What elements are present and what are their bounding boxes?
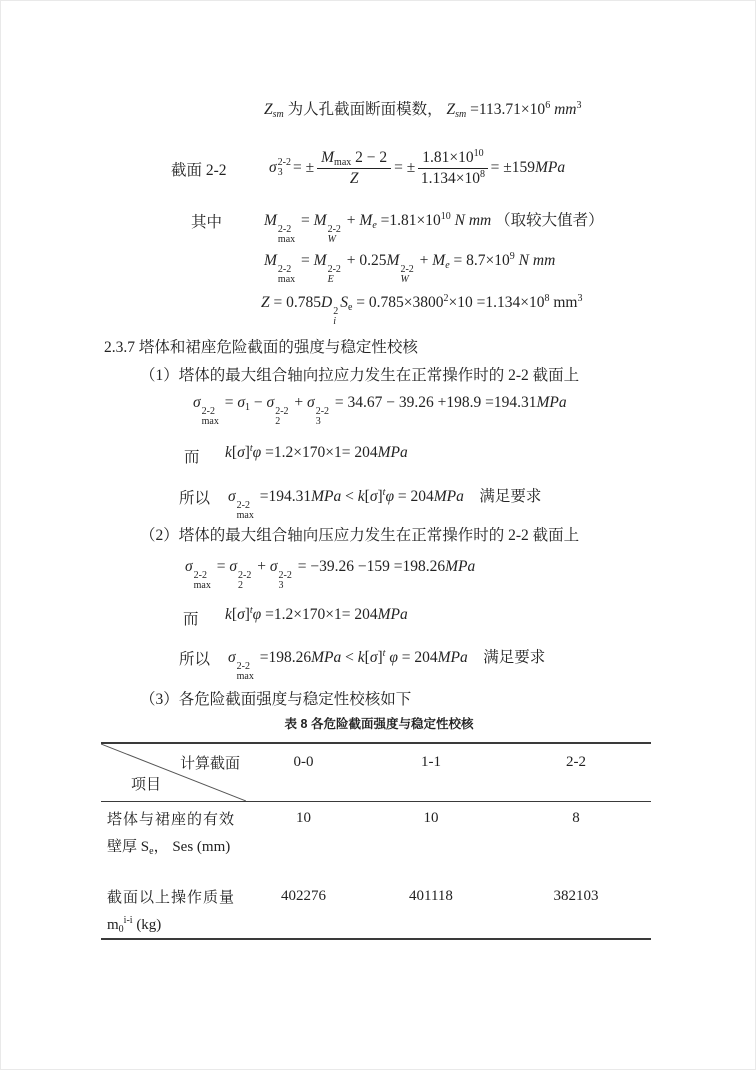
table-row [101, 883, 651, 938]
cell-value: 401118 [409, 888, 453, 904]
section-2-2-label: 截面 2-2 [171, 162, 227, 179]
table-row [101, 802, 651, 883]
formula-sigma-max-compression: σ 2-2 max = σ 2-2 2 + σ 2-2 3 = −39.26 −159 =198.26MPa [185, 558, 476, 591]
formula-sigma3: σ 2-2 3 = ± $\frac{Mmax 2 - 2}{Z}$ = ± $\frac{1.81\times 10^{10}}{1.134\times 10^8}$ = ±159 MPa [269, 147, 566, 187]
row-label-operating-mass: 截面以上操作质量 $m_0^{i-i}$ (kg) [107, 890, 234, 935]
formula-allowable-2: $k[\sigma]^t\varphi =1.2\times 170\times 1= 204MPa$ [225, 605, 408, 623]
formula-mmax-wind: M 2-2 max = M 2-2 W + $Me =1.81\times 10^{10}$ N mm （取较大值者） [264, 211, 604, 245]
table-header-row [101, 744, 651, 802]
table-caption: 表 8 各危险截面强度与稳定性校核 [284, 717, 474, 731]
formula-manhole-modulus: Zsm 为人孔截面断面模数， Zsm $=113.71\times 10^6$ $mm^3$ [264, 100, 582, 120]
row-label-wall-thickness: 塔体与裙座的有效壁厚 $S_e$， Ses (mm) [107, 812, 234, 857]
formula-mmax-seismic: M 2-2 max = M 2-2 E + 0.25M 2-2 W + $Me = 8.7\times 10^9$ N mm [264, 251, 556, 285]
formula-check-2: σ 2-2 max $=198.26MPa < k[\sigma]^t$ φ = 204MPa 满足要求 [228, 648, 546, 682]
cell-value: 402276 [281, 888, 326, 904]
cell-value: 10 [296, 810, 311, 826]
table-corner-cell [101, 744, 246, 801]
er-label-2: 而 [183, 611, 199, 628]
section-heading: 2.3.7 塔体和裙座危险截面的强度与稳定性校核 [104, 339, 418, 356]
cell-value: 10 [423, 810, 439, 826]
row-section-2-2 [1, 143, 756, 193]
cell-value: 382103 [553, 888, 599, 904]
corner-label-bottom: 项目 [131, 777, 162, 793]
column-header-1-1: 1-1 [421, 754, 441, 770]
cell-value: 8 [572, 810, 580, 826]
formula-check-1: σ 2-2 max $=194.31MPa < k[\sigma]^t\varphi = 204MPa$ 满足要求 [228, 487, 542, 521]
item-3: （3）各危险截面强度与稳定性校核如下 [140, 691, 412, 708]
formula-sigma-max-tension: σ 2-2 max = σ1 − σ 2-2 2 + σ 2-2 3 = 34.67 − 39.26 +198.9 =194.31MPa [193, 394, 567, 427]
formula-section-modulus: Z = 0.785D 2 i $Se = 0.785\times 3800^2\times 10 =1.134\times 10^8$ $mm^3$ [261, 293, 583, 327]
er-label: 而 [184, 449, 200, 466]
column-header-0-0: 0-0 [293, 754, 314, 770]
item-1: （1）塔体的最大组合轴向拉应力发生在正常操作时的 2-2 截面上 [140, 367, 580, 384]
qizhong-label: 其中 [191, 214, 223, 231]
item-2: （2）塔体的最大组合轴向压应力发生在正常操作时的 2-2 截面上 [140, 527, 580, 544]
formula-allowable-1: $k[\sigma]^t\varphi =1.2\times 170\times 1= 204MPa$ [225, 443, 408, 461]
column-header-2-2: 2-2 [566, 754, 586, 770]
suoyi-label: 所以 [179, 490, 211, 507]
corner-label-top: 计算截面 [179, 756, 240, 772]
table-8 [101, 742, 651, 940]
suoyi-label-2: 所以 [179, 651, 211, 668]
